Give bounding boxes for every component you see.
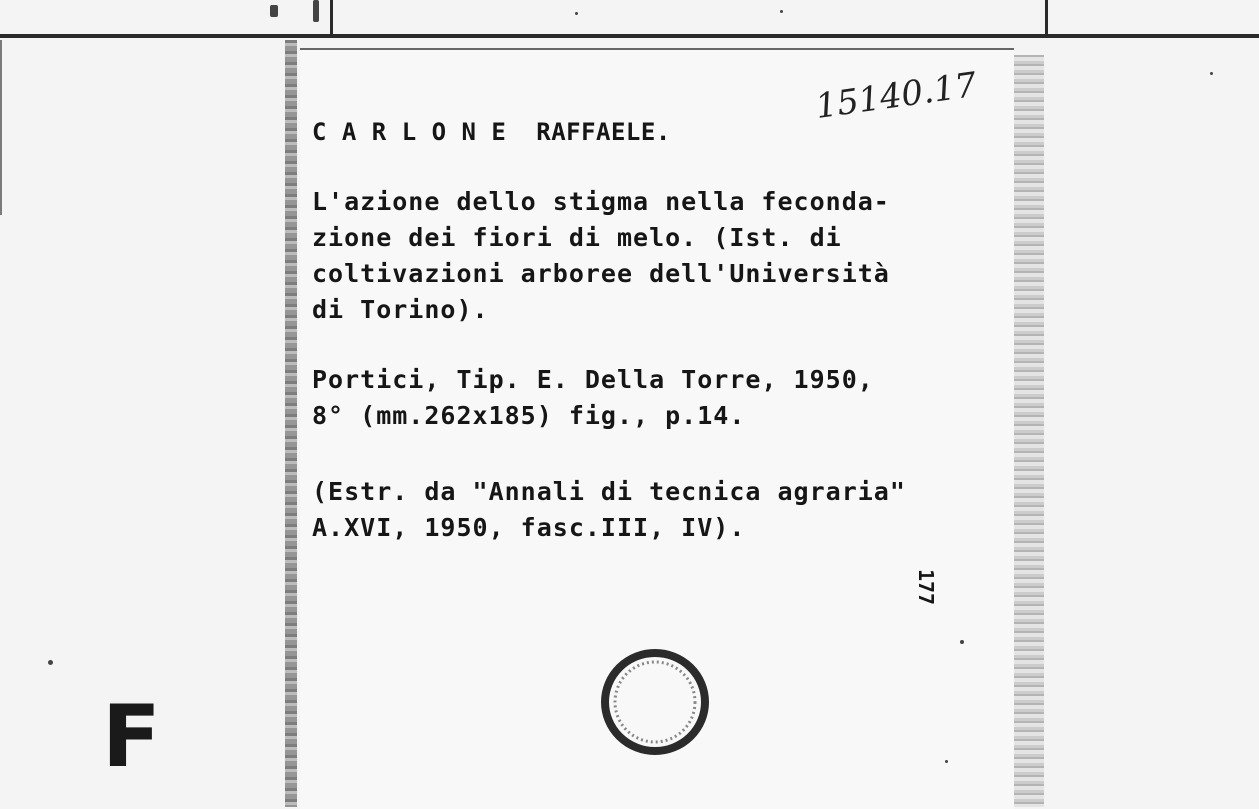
imprint-line: Portici, Tip. E. Della Torre, 1950,: [312, 365, 874, 394]
title-line: L'azione dello stigma nella feconda-: [312, 187, 890, 216]
card-right-edge: [1014, 55, 1044, 807]
vertical-mark: 177: [914, 568, 939, 606]
speck: [48, 660, 53, 665]
imprint-line: 8° (mm.262x185) fig., p.14.: [312, 401, 746, 430]
top-rule: [0, 34, 1259, 38]
speck: [270, 5, 278, 17]
call-number: 15140.17: [813, 64, 980, 128]
speck: [780, 10, 783, 13]
top-card-edge-right: [1045, 0, 1048, 36]
speck: [960, 640, 964, 644]
series-line: (Estr. da "Annali di tecnica agraria": [312, 477, 906, 506]
speck: [945, 760, 948, 763]
series-line: A.XVI, 1950, fasc.III, IV).: [312, 513, 746, 542]
author-heading: C A R L O N E RAFFAELE.: [312, 118, 671, 146]
speck: [313, 0, 319, 22]
speck: [1210, 72, 1213, 75]
title-line: di Torino).: [312, 295, 489, 324]
top-card-edge-left: [330, 0, 333, 34]
series-note: [312, 474, 906, 546]
drawer-tab-letter: F: [102, 687, 161, 787]
title-line: zione dei fiori di melo. (Ist. di: [312, 223, 842, 252]
card-left-edge: [285, 40, 297, 807]
left-margin-rule: [0, 40, 2, 215]
title-line: coltivazioni arboree dell'Università: [312, 259, 890, 288]
speck: [575, 12, 578, 15]
imprint-block: [312, 362, 874, 434]
punch-hole-icon: [600, 648, 710, 756]
title-block: [312, 184, 890, 328]
